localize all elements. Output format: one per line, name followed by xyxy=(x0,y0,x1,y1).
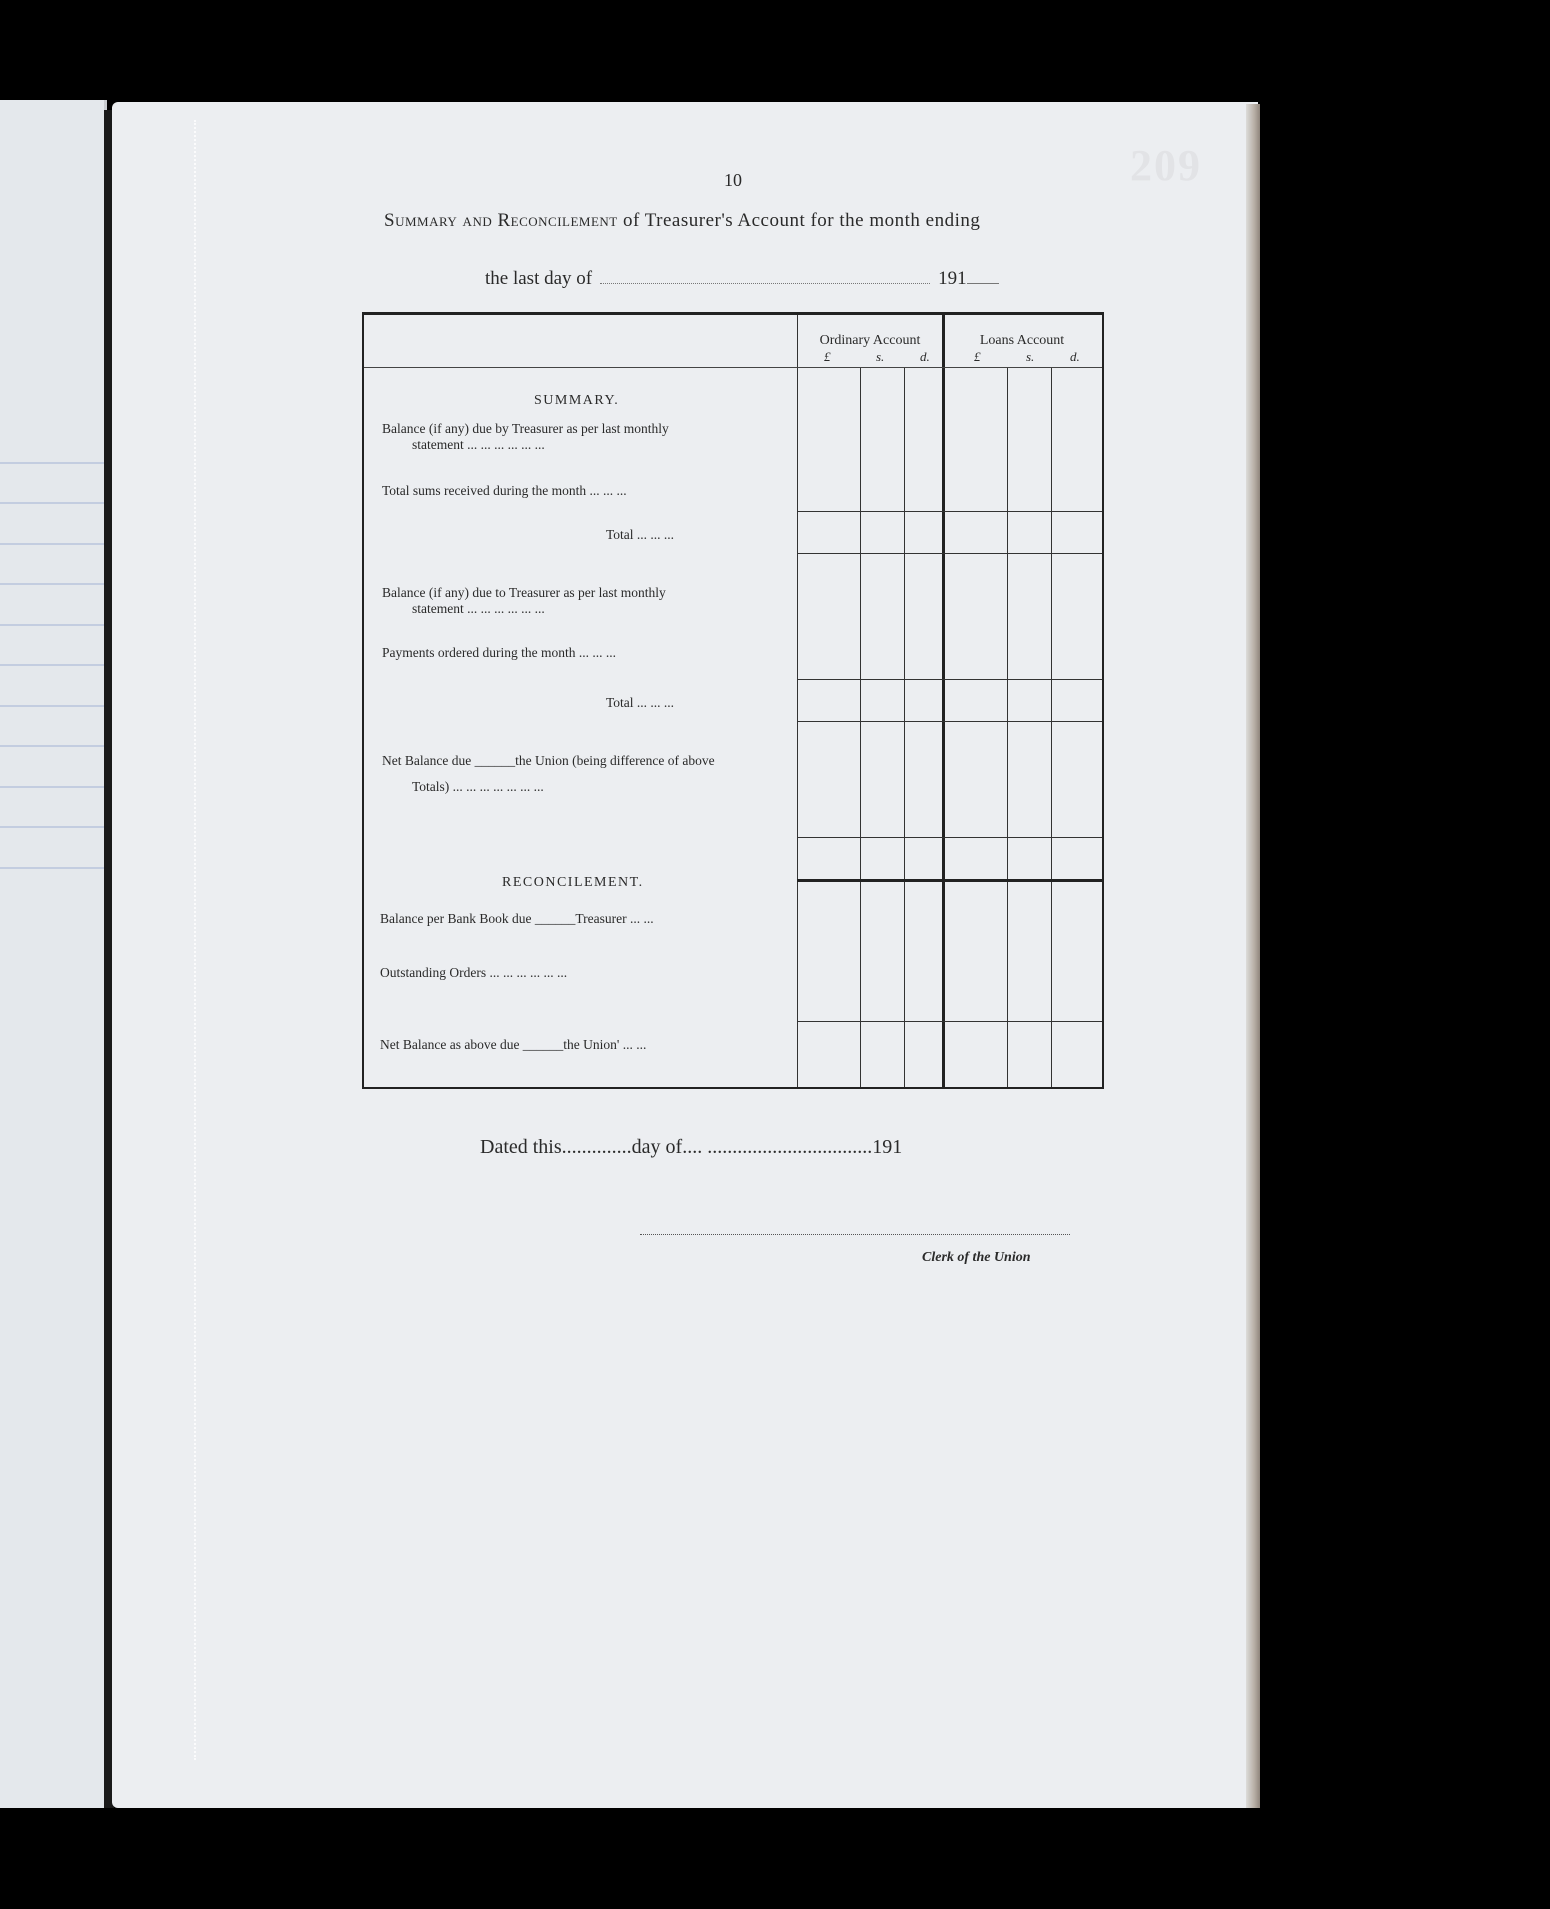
last-day-label: the last day of xyxy=(485,268,593,289)
month-blank xyxy=(600,283,930,284)
row-outstanding-orders: Outstanding Orders ... ... ... ... ... ... xyxy=(380,965,568,980)
reconcilement-heading: RECONCILEMENT. xyxy=(502,875,644,890)
ordinary-shillings-unit: s. xyxy=(876,349,885,364)
year-prefix: 191 xyxy=(938,268,967,289)
section-rule-thick xyxy=(797,879,1102,882)
row-net-balance-due: Net Balance due ______the Union (being difference of above xyxy=(382,753,715,768)
title-rest: of Treasurer's Account for the month ending xyxy=(617,210,981,231)
ruled-line xyxy=(0,786,104,788)
loans-shillings-unit: s. xyxy=(1026,349,1035,364)
row-balance-per-bank-book: Balance per Bank Book due ______Treasurer ... ... xyxy=(380,911,654,926)
column-divider xyxy=(904,367,905,1087)
column-divider xyxy=(797,315,798,1087)
total-rule xyxy=(797,553,1102,554)
total-rule xyxy=(797,721,1102,722)
last-day-line xyxy=(485,268,999,290)
signature-caption: Clerk of the Union xyxy=(922,1250,1031,1265)
page-title xyxy=(384,210,980,232)
row-total-1: Total ... ... ... xyxy=(606,527,675,542)
net-balance-rule xyxy=(797,837,1102,838)
perforation-line xyxy=(194,120,196,1760)
ruled-line xyxy=(0,826,104,828)
previous-page xyxy=(0,100,107,1808)
column-divider-thick xyxy=(942,315,945,1087)
ghost-page-number: 209 xyxy=(1130,141,1202,190)
year-blank xyxy=(967,283,999,284)
loans-pounds-unit: £ xyxy=(974,349,981,364)
ruled-line xyxy=(0,583,104,585)
summary-heading: SUMMARY. xyxy=(534,393,620,408)
signature-line xyxy=(640,1234,1070,1235)
subtotal-rule xyxy=(797,679,1102,680)
account-table xyxy=(362,312,1104,1089)
ruled-line xyxy=(0,502,104,504)
page-number: 10 xyxy=(724,170,742,190)
row-balance-due-by-treasurer-cont: statement ... ... ... ... ... ... xyxy=(412,437,545,452)
ruled-line xyxy=(0,543,104,545)
row-balance-due-to-treasurer-cont: statement ... ... ... ... ... ... xyxy=(412,601,545,616)
ruled-line xyxy=(0,867,104,869)
loans-pence-unit: d. xyxy=(1070,349,1080,364)
subtotal-rule xyxy=(797,1021,1102,1022)
ruled-line xyxy=(0,705,104,707)
title-smallcaps: Summary and Reconcilement xyxy=(384,210,618,231)
ruled-line xyxy=(0,745,104,747)
row-total-2: Total ... ... ... xyxy=(606,695,675,710)
column-divider xyxy=(1051,367,1052,1087)
row-total-sums-received: Total sums received during the month ... ... ... xyxy=(382,483,627,498)
row-balance-due-by-treasurer: Balance (if any) due by Treasurer as per last monthly xyxy=(382,421,669,436)
dated-line: Dated this..............day of.... .................................191 xyxy=(480,1136,903,1158)
page-edge xyxy=(1246,104,1260,1808)
ruled-line xyxy=(0,462,104,464)
loans-account-header: Loans Account xyxy=(979,333,1065,348)
ordinary-account-header: Ordinary Account xyxy=(819,333,921,348)
row-payments-ordered: Payments ordered during the month ... ... ... xyxy=(382,645,616,660)
ordinary-pounds-unit: £ xyxy=(824,349,831,364)
subtotal-rule xyxy=(797,511,1102,512)
ruled-line xyxy=(0,664,104,666)
row-net-balance-due-cont: Totals) ... ... ... ... ... ... ... xyxy=(412,779,544,794)
row-net-balance-as-above: Net Balance as above due ______the Union' ... ... xyxy=(380,1037,647,1052)
row-balance-due-to-treasurer: Balance (if any) due to Treasurer as per last monthly xyxy=(382,585,666,600)
ruled-line xyxy=(0,624,104,626)
header-rule xyxy=(364,367,1102,368)
column-divider xyxy=(1007,367,1008,1087)
column-divider xyxy=(860,367,861,1087)
ordinary-pence-unit: d. xyxy=(920,349,930,364)
